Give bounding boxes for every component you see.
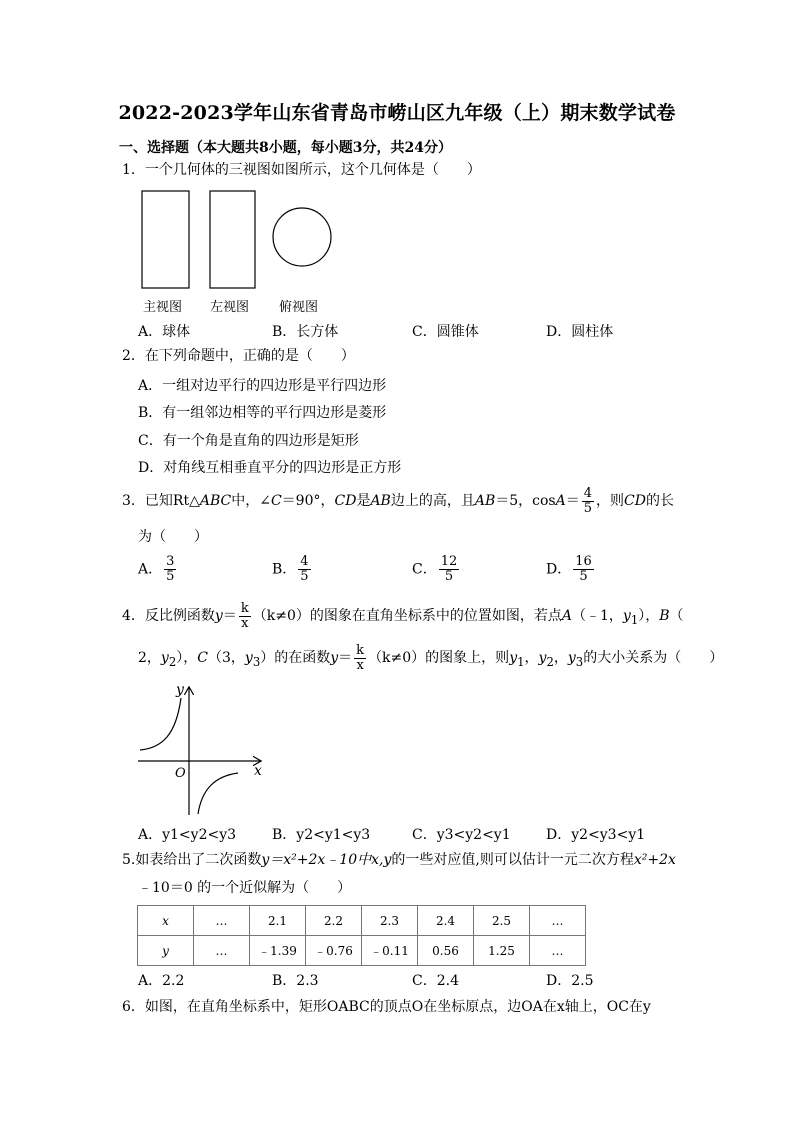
table-cell: 2.2: [306, 906, 362, 936]
origin-label: O: [175, 766, 186, 781]
q4-option-c[interactable]: C．y3<y2<y1: [412, 827, 511, 843]
table-cell: x: [138, 906, 194, 936]
question-3-stem: 3．已知Rt△ABC中，∠C＝90°，CD是AB边上的高，且AB＝5，cosA＝ $\frac{4}{5}$ ，则CD的长: [122, 485, 674, 516]
x-axis-label: x: [254, 763, 262, 779]
table-cell: 2.4: [418, 906, 474, 936]
q5-option-d[interactable]: D．2.5: [546, 973, 594, 989]
question-5-line2: ﹣10＝0 的一个近似解为（ ）: [138, 880, 352, 896]
question-5-stem: 5.如表给出了二次函数y＝x²+2x﹣10中x,y的一些对应值,则可以估计一元二次方程x²+2x: [122, 852, 676, 868]
top-view-circle: [273, 208, 331, 266]
table-cell: ﹣0.76: [306, 936, 362, 966]
table-cell: ﹣1.39: [250, 936, 306, 966]
side-view-rect: [210, 191, 255, 288]
y-axis-label: y: [176, 682, 184, 698]
q5-option-b[interactable]: B．2.3: [272, 973, 319, 989]
table-cell: 2.5: [474, 906, 530, 936]
question-4-stem: 4．反比例函数y＝ $\frac{k}{x}$ （k≠0）的图象在直角坐标系中的位置如图，若点A（﹣1，$y_1$），B（: [122, 600, 684, 631]
q1-option-c[interactable]: C．圆锥体: [412, 324, 479, 340]
q4-option-d[interactable]: D．y2<y3<y1: [546, 827, 646, 843]
question-6-stem: 6．如图，在直角坐标系中，矩形OABC的顶点O在坐标原点，边OA在x轴上，OC在y: [122, 999, 651, 1015]
table-row: [138, 936, 586, 966]
cos-fraction: $\frac{4}{5}$: [583, 485, 593, 516]
q1-option-b[interactable]: B．长方体: [272, 324, 339, 340]
q2-option-c[interactable]: C．有一个角是直角的四边形是矩形: [138, 433, 359, 449]
page-title: 2022-2023学年山东省青岛市崂山区九年级（上）期末数学试卷: [118, 102, 676, 124]
table-cell: …: [530, 906, 586, 936]
q5-option-a[interactable]: A．2.2: [138, 973, 185, 989]
q3-option-d[interactable]: D． $\frac{16}{5}$: [546, 554, 592, 584]
table-cell: …: [194, 906, 250, 936]
inverse-fraction: $\frac{k}{x}$: [240, 600, 249, 631]
table-cell: …: [530, 936, 586, 966]
three-view-figure: [135, 185, 345, 295]
table-cell: 0.56: [418, 936, 474, 966]
table-row: [138, 906, 586, 936]
question-2-stem: 2．在下列命题中，正确的是（ ）: [122, 348, 355, 364]
hyperbola-branch-upper-left: [140, 698, 181, 750]
top-view-label: 俯视图: [279, 300, 319, 315]
q2-option-d[interactable]: D．对角线互相垂直平分的四边形是正方形: [138, 460, 402, 476]
hyperbola-graph: [132, 680, 272, 820]
values-table: [137, 905, 586, 966]
q3-option-b[interactable]: B． $\frac{4}{5}$: [272, 554, 309, 584]
front-view-rect: [142, 191, 189, 288]
q3-option-a[interactable]: A． $\frac{3}{5}$: [138, 554, 175, 584]
q5-option-c[interactable]: C．2.4: [412, 973, 459, 989]
table-cell: 2.1: [250, 906, 306, 936]
q4-option-a[interactable]: A．y1<y2<y3: [138, 827, 237, 843]
table-cell: ﹣0.11: [362, 936, 418, 966]
q3-option-c[interactable]: C． $\frac{12}{5}$: [412, 554, 458, 584]
table-cell: y: [138, 936, 194, 966]
q2-option-b[interactable]: B．有一组邻边相等的平行四边形是菱形: [138, 405, 387, 421]
table-cell: 2.3: [362, 906, 418, 936]
question-3-line2: 为（ ）: [138, 529, 208, 545]
question-4-line2: 2，$y_2$），C（3，$y_3$）的在函数y＝ $\frac{k}{x}$ （k≠0）的图象上，则$y_1$，$y_2$，$y_3$的大小关系为（ ）: [138, 642, 724, 673]
table-cell: 1.25: [474, 936, 530, 966]
q2-option-a[interactable]: A．一组对边平行的四边形是平行四边形: [138, 378, 387, 394]
table-cell: …: [194, 936, 250, 966]
hyperbola-branch-lower-right: [198, 773, 238, 814]
q1-option-a[interactable]: A．球体: [138, 324, 191, 340]
section-heading: 一、选择题（本大题共8小题，每小题3分，共24分）: [119, 140, 452, 156]
q1-option-d[interactable]: D．圆柱体: [546, 324, 614, 340]
q4-option-b[interactable]: B．y2<y1<y3: [272, 827, 371, 843]
side-view-label: 左视图: [210, 300, 250, 315]
front-view-label: 主视图: [143, 300, 183, 315]
question-1-stem: 1．一个几何体的三视图如图所示，这个几何体是（ ）: [122, 162, 481, 178]
